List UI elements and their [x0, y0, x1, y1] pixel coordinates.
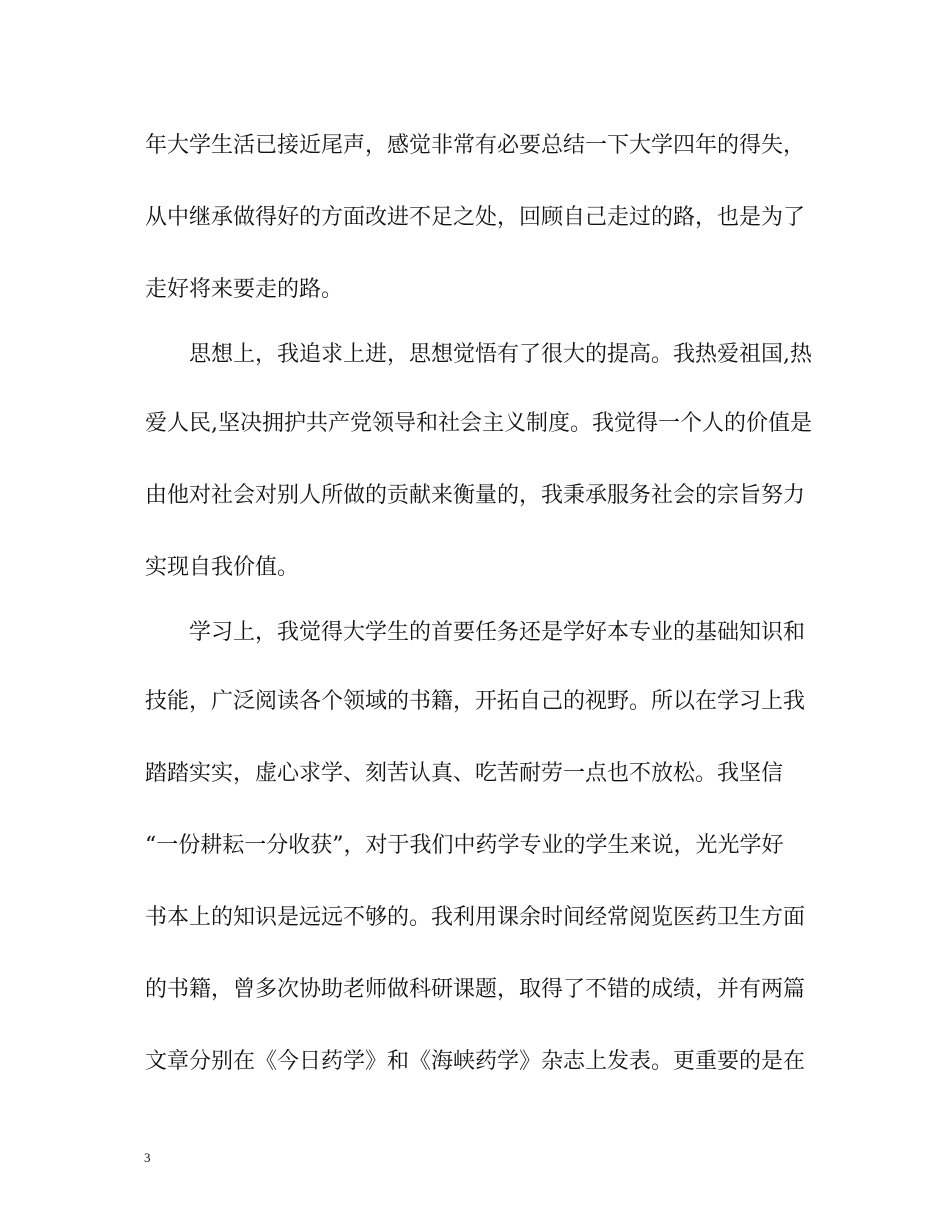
- text-line: 由他对社会对别人所做的贡献来衡量的，我秉承服务社会的宗旨努力: [145, 483, 806, 508]
- text-line: 技能，广泛阅读各个领域的书籍，开拓自己的视野。所以在学习上我: [145, 689, 806, 714]
- text-line: “一份耕耘一分收获”，对于我们中药学专业的学生来说，光光学好: [145, 833, 784, 858]
- text-line: 走好将来要走的路。: [145, 277, 344, 302]
- page-number: 3: [144, 1150, 151, 1165]
- text-line: 实现自我价值。: [145, 555, 300, 580]
- text-line: 爱人民,坚决拥护共产党领导和社会主义制度。我觉得一个人的价值是: [145, 411, 812, 436]
- paragraph-first-line: 学习上，我觉得大学生的首要任务还是学好本专业的基础知识和: [189, 620, 806, 645]
- text-line: 书本上的知识是远远不够的。我利用课余时间经常阅览医药卫生方面: [145, 905, 806, 930]
- paragraph-first-line: 思想上，我追求上进，思想觉悟有了很大的提高。我热爱祖国,热: [189, 342, 812, 367]
- text-line: 文章分别在《今日药学》和《海峡药学》杂志上发表。更重要的是在: [145, 1049, 806, 1074]
- text-line: 踏踏实实，虚心求学、刻苦认真、吃苦耐劳一点也不放松。我坚信: [145, 761, 784, 786]
- text-line: 年大学生活已接近尾声，感觉非常有必要总结一下大学四年的得失，: [145, 133, 806, 158]
- text-line: 从中继承做得好的方面改进不足之处，回顾自己走过的路，也是为了: [145, 205, 806, 230]
- text-line: 的书籍，曾多次协助老师做科研课题，取得了不错的成绩，并有两篇: [145, 977, 806, 1002]
